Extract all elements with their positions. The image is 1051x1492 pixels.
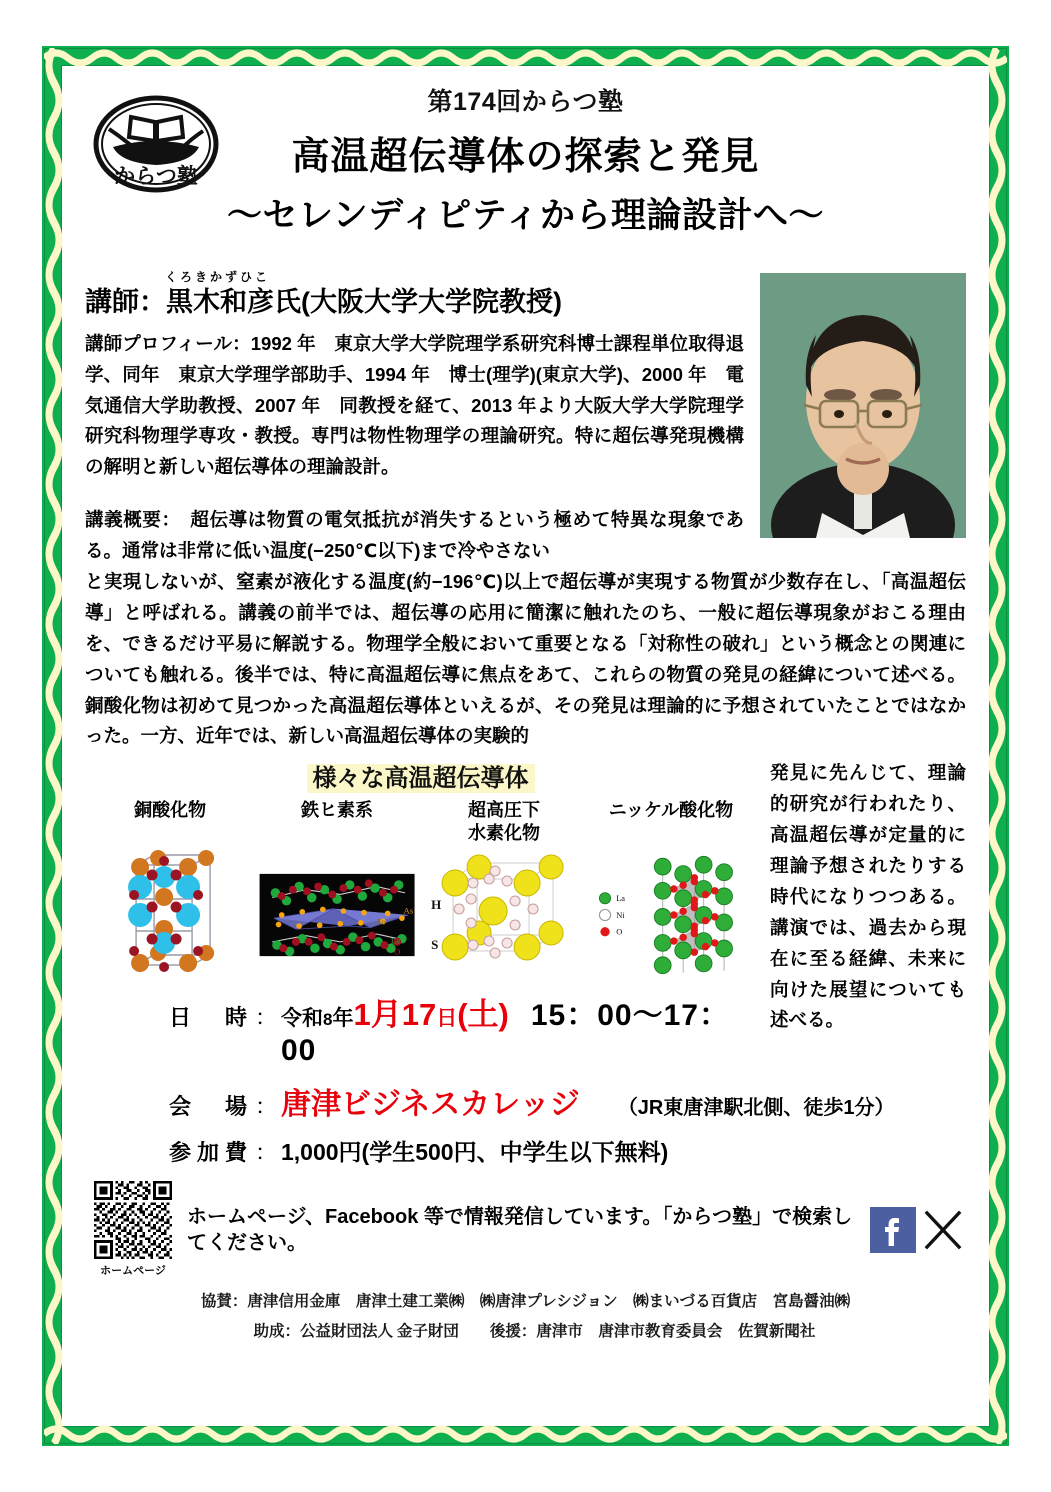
figure-item-iron-arsenide (258, 799, 416, 981)
social-icons (856, 1207, 966, 1253)
speaker-name: 講師：黒木和彦氏(大阪大学大学院教授) (85, 287, 562, 317)
promo-text: ホームページ、Facebook 等で情報発信しています。「からつ塾」で検索してください。 (187, 1205, 853, 1254)
karatsujuku-logo-icon (91, 91, 221, 197)
atom-label-as: As (403, 905, 414, 916)
qr-block (85, 1181, 181, 1278)
x-twitter-icon[interactable] (920, 1207, 966, 1253)
legend-label-ni: Ni (616, 911, 625, 921)
event-date-md: 1月17 (353, 997, 437, 1033)
hydride-crystal-icon (425, 849, 583, 981)
sponsor-line-2: 助成：公益財団法人 金子財団 後援：唐津市 唐津市教育委員会 佐賀新聞社 (253, 1322, 816, 1340)
detail-label-datetime: 日 時 (169, 1005, 254, 1031)
poster-footer (85, 1181, 966, 1346)
venue-name: 唐津ビジネスカレッジ (281, 1088, 580, 1122)
detail-value-venue (281, 1079, 895, 1123)
speaker-section (85, 271, 966, 752)
figure-item-label: 鉄ヒ素系 (301, 800, 374, 821)
series-number: 第174回からつ塾 (427, 88, 624, 116)
facebook-icon[interactable] (870, 1207, 916, 1253)
event-date-day-unit: 日 (436, 1007, 458, 1031)
qr-caption: ホームページ (100, 1265, 166, 1278)
figure-item-label-line1: 超高圧下 (467, 800, 540, 821)
figure-title (85, 758, 756, 793)
legend-label-la: La (616, 894, 625, 904)
page-title: 高温超伝導体の探索と発見 (291, 136, 760, 178)
cuprate-crystal-icon (91, 849, 249, 981)
detail-row-venue (169, 1079, 966, 1123)
figure-item-cuprate (91, 799, 249, 981)
atom-label-fe: Fe (376, 916, 386, 927)
atom-label-la: La (390, 935, 400, 946)
event-date-highlight (353, 997, 508, 1032)
figure-item-nickelate (592, 799, 750, 981)
homepage-qr-code-icon[interactable] (94, 1181, 172, 1259)
speaker-profile: 講師プロフィール：1992 年 東京大学大学院理学系研究科博士課程単位取得退学、同年 東京大学理学部助手、1994 年 博士(理学)(東京大学)、2000 年 電気通信大学助教授、2007 年 同教授を経て、2013 年より大阪大学大学院理学研究科物理学専攻・教授。専門は物性物理学の理論研究。特に超伝導発現機構の解明と新しい超伝導体の理論設計。 (85, 332, 744, 478)
detail-label-fee: 参加費 (169, 1140, 254, 1166)
atom-label-s: S (430, 937, 439, 953)
venue-access-note: （JR東唐津駅北側、徒歩1分） (617, 1097, 895, 1120)
legend-label-o: O (616, 927, 623, 937)
abstract-part-3: 発見に先んじて、理論的研究が行われたり、高温超伝導が定量的に理論予想されたりする時代になりつつある。講演では、過去から現在に至る経緯、未来に向けた展望についても述べる。 (770, 762, 966, 1031)
figure-item-label: 銅酸化物 (134, 800, 207, 821)
detail-colon: ： (255, 1094, 278, 1120)
abstract-part-2: と実現しないが、窒素が液化する温度(約−196℃)以上で超伝導が実現する物質が少数存在し、「高温超伝導」と呼ばれる。講義の前半では、超伝導の応用に簡潔に触れたのち、一般に超伝導現象がおこる理由を、できるだけ平易に解説する。物理学全般において重要となる「対称性の破れ」という概念との関連についても触れる。後半では、特に高温超伝導に焦点をあて、これらの物質の発見の経緯について述べる。銅酸化物は初めて見つかった高温超伝導体といえるが、その発見は理論的に予想されていたことではなかった。一方、近年では、新しい高温超伝導体の実験的 (85, 570, 966, 747)
footer-text-block (181, 1204, 856, 1256)
era-number: 8 (323, 1010, 333, 1030)
figure-item-label: ニッケル酸化物 (608, 800, 734, 821)
figure-item-label (425, 799, 583, 845)
abstract-part-1: 講義概要： 超伝導は物質の電気抵抗が消失するという極めて特異な現象である。通常は非常に低い温度(−250℃以下)まで冷やさない (85, 509, 744, 562)
poster-header (85, 85, 966, 271)
era-suffix: 年 (332, 1007, 354, 1031)
figure-item-label-line2: 水素化物 (467, 822, 540, 843)
nickelate-crystal-icon (592, 849, 750, 981)
atom-label-h: H (430, 897, 442, 913)
event-time: 15：00～17：00 (281, 999, 730, 1068)
page-subtitle: ～セレンディピティから理論設計へ～ (226, 195, 825, 235)
detail-row-datetime (169, 989, 756, 1068)
era-prefix: 令和 (281, 1007, 323, 1031)
iron-arsenide-crystal-icon (258, 849, 416, 981)
detail-label-venue: 会 場 (169, 1094, 254, 1120)
avatar (760, 273, 966, 538)
figure-title-text: 様々な高温超伝導体 (307, 764, 535, 793)
poster-content (63, 67, 988, 1425)
fee-text: 1,000円(学生500円、中学生以下無料) (281, 1139, 669, 1166)
detail-value-datetime (281, 989, 756, 1068)
detail-colon: ： (255, 1140, 278, 1166)
detail-colon: ： (255, 1005, 278, 1031)
figure-item-hydride (425, 799, 583, 981)
speaker-name-ruby: くろきかずひこ (165, 270, 271, 284)
svg-text:からつ塾: からつ塾 (114, 165, 198, 188)
atom-label-o: O (393, 946, 401, 957)
superconductor-figure (85, 758, 756, 981)
detail-row-fee (169, 1134, 966, 1167)
sponsor-line-1: 協賛：唐津信用金庫 唐津土建工業㈱ ㈱唐津プレシジョン ㈱まいづる百貨店 宮島醤油㈱ (200, 1293, 851, 1311)
detail-value-fee (281, 1134, 668, 1167)
sponsor-block (85, 1287, 966, 1346)
event-date-weekday: (土) (457, 997, 509, 1033)
